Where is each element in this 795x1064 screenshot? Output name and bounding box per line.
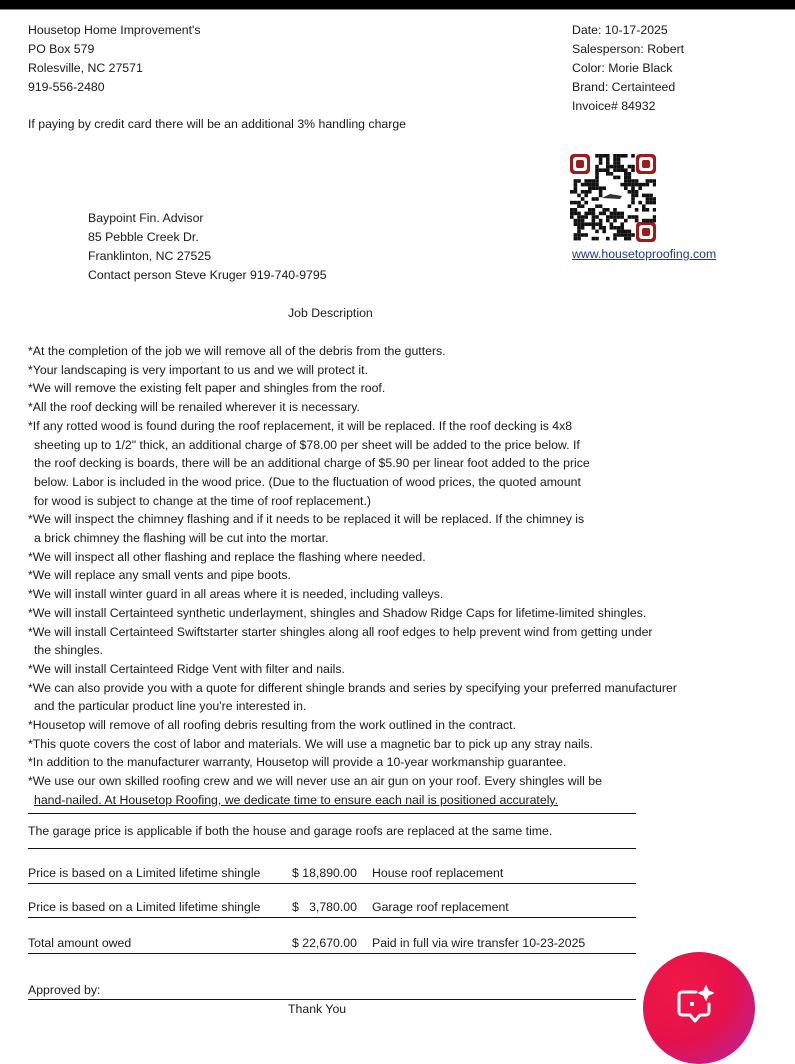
qr-module [595, 197, 599, 201]
qr-module [613, 219, 617, 223]
qr-module [599, 212, 603, 216]
qr-module [584, 215, 588, 219]
qr-module [624, 233, 628, 237]
job-item-text: *We will install winter guard in all areas where it is needed, including valleys. [28, 587, 444, 602]
qr-module [599, 204, 603, 208]
qr-module [581, 197, 585, 201]
qr-module [631, 168, 635, 172]
qr-module [620, 222, 624, 226]
qr-module [574, 183, 578, 187]
invoice-date: Date: 10-17-2025 [572, 23, 668, 37]
qr-module [570, 201, 574, 205]
qr-module [577, 179, 581, 183]
brand: Brand: Certainteed [572, 80, 676, 94]
qr-module [577, 204, 581, 208]
job-item [28, 566, 677, 585]
qr-module [624, 237, 628, 241]
qr-module [620, 183, 624, 187]
qr-module [624, 183, 628, 187]
qr-module [624, 172, 628, 176]
qr-module [646, 179, 650, 183]
qr-module [624, 219, 628, 223]
qr-module [610, 226, 614, 230]
qr-module [577, 219, 581, 223]
website-link[interactable]: www.housetoproofing.com [572, 247, 717, 261]
qr-module [646, 201, 650, 205]
qr-module [642, 208, 646, 212]
qr-module [595, 154, 599, 158]
qr-module [610, 215, 614, 219]
qr-module [628, 204, 632, 208]
qr-module [646, 183, 650, 187]
qr-module [588, 183, 592, 187]
qr-module [635, 208, 639, 212]
top-bar [0, 0, 795, 10]
qr-module [599, 194, 603, 198]
qr-module [595, 172, 599, 176]
qr-module [592, 219, 596, 223]
job-item [28, 716, 677, 735]
qr-module [617, 226, 621, 230]
qr-module [581, 233, 585, 237]
qr-module [581, 190, 585, 194]
qr-module [574, 237, 578, 241]
company-address-line2: Rolesville, NC 27571 [28, 61, 143, 75]
qr-module [595, 183, 599, 187]
job-item-text: *This quote covers the cost of labor and materials. We will use a magnetic bar to pick up any stray nails. [28, 736, 594, 751]
qr-module [649, 197, 653, 201]
job-item-text: *We will inspect the chimney flashing and if it needs to be replaced it will be replaced. If the chimney is [28, 512, 585, 527]
qr-module [617, 212, 621, 216]
price-amount: $ 18,890.00 [292, 866, 357, 880]
qr-module [592, 179, 596, 183]
job-item [28, 772, 677, 809]
qr-module [613, 168, 617, 172]
qr-module [624, 154, 628, 158]
qr-module [581, 219, 585, 223]
qr-module [617, 176, 621, 180]
job-item-text: *If any rotted wood is found during the roof replacement, it will be replaced. If the roof decking is 4x8 [28, 418, 573, 433]
qr-module [577, 194, 581, 198]
job-item-text: *At the completion of the job we will remove all of the debris from the gutters. [28, 344, 446, 358]
qr-module [642, 204, 646, 208]
job-item-text: *Housetop will remove of all roofing debris resulting from the work outlined in the contract. [28, 718, 517, 733]
qr-module [602, 212, 606, 216]
client-contact: Contact person Steve Kruger 919-740-9795 [88, 268, 327, 282]
job-item-text: *We use our own skilled roofing crew and we will never use an air gun on your roof. Every shingles will be [28, 774, 602, 789]
qr-module [620, 212, 624, 216]
qr-module [599, 190, 603, 194]
qr-module [620, 215, 624, 219]
job-item-text: *We will inspect all other flashing and replace the flashing where needed. [28, 549, 426, 564]
job-item-text: *We will replace any small vents and pipe boots. [28, 568, 291, 583]
qr-module [653, 179, 656, 183]
qr-module [610, 212, 614, 216]
qr-module [617, 158, 621, 162]
qr-module [584, 201, 588, 205]
ai-assistant-button[interactable] [643, 952, 755, 1064]
job-item-text: *Your landscaping is very important to us and we will protect it. [28, 362, 368, 377]
job-item-text: *In addition to the manufacturer warranty, Housetop will provide a 10-year workmanship guarantee. [28, 755, 567, 770]
qr-module [574, 186, 578, 190]
qr-module [595, 222, 599, 226]
qr-module [599, 186, 603, 190]
qr-module [631, 179, 635, 183]
qr-module [613, 215, 617, 219]
divider [28, 917, 636, 918]
qr-module [653, 197, 656, 201]
qr-module [646, 219, 650, 223]
qr-module [653, 219, 656, 223]
qr-module [588, 186, 592, 190]
qr-module [574, 201, 578, 205]
qr-module [628, 172, 632, 176]
qr-module [628, 233, 632, 237]
qr-module [595, 204, 599, 208]
qr-module [577, 212, 581, 216]
qr-module [570, 215, 574, 219]
job-item-continuation: sheeting up to 1/2" thick, an additional charge of $78.00 per sheet will be added to the price below. If [34, 437, 580, 452]
price-label: Price is based on a Limited lifetime shingle [28, 900, 261, 914]
qr-module [613, 237, 617, 241]
qr-module [631, 165, 635, 169]
salesperson: Salesperson: Robert [572, 42, 685, 56]
qr-module [613, 158, 617, 162]
qr-module [642, 219, 646, 223]
qr-module [631, 183, 635, 187]
job-item [28, 753, 677, 772]
qr-module [606, 165, 610, 169]
qr-logo [602, 194, 622, 199]
job-item-text: *We will remove the existing felt paper and shingles from the roof. [28, 381, 386, 396]
qr-module [646, 194, 650, 198]
qr-module [606, 237, 610, 241]
qr-module [606, 158, 610, 162]
qr-module [628, 183, 632, 187]
qr-module [599, 158, 603, 162]
job-item [28, 623, 677, 660]
job-item [28, 585, 677, 604]
qr-module [595, 215, 599, 219]
qr-module [620, 165, 624, 169]
qr-module [606, 168, 610, 172]
job-item [28, 679, 677, 716]
qr-module [628, 179, 632, 183]
qr-module [592, 186, 596, 190]
qr-module [602, 226, 606, 230]
qr-module [577, 222, 581, 226]
qr-module [581, 222, 585, 226]
qr-module [613, 208, 617, 212]
price-amount: $ 3,780.00 [292, 900, 357, 914]
job-item-continuation: the shingles. [34, 643, 104, 658]
job-item-continuation: hand-nailed. At Housetop Roofing, we dedicate time to ensure each nail is positioned accurately. [34, 792, 559, 807]
price-label: Price is based on a Limited lifetime shingle [28, 866, 261, 880]
qr-module [613, 165, 617, 169]
qr-module [577, 237, 581, 241]
job-item-continuation: the roof decking is boards, there will be an additional charge of $5.90 per linear foot added to the price [34, 456, 590, 471]
qr-module [620, 154, 624, 158]
qr-module [635, 219, 639, 223]
qr-module [617, 165, 621, 169]
qr-module [574, 190, 578, 194]
qr-module [606, 215, 610, 219]
qr-module [588, 208, 592, 212]
qr-module [602, 208, 606, 212]
divider [28, 883, 636, 884]
job-item [28, 510, 677, 547]
ai-chat-sparkle-icon [676, 984, 722, 1030]
job-item [28, 548, 677, 567]
qr-module [602, 230, 606, 234]
qr-module [602, 154, 606, 158]
qr-module [574, 219, 578, 223]
client-name: Baypoint Fin. Advisor [88, 211, 204, 225]
qr-module [649, 201, 653, 205]
company-address-line1: PO Box 579 [28, 42, 95, 56]
qr-module [606, 219, 610, 223]
thank-you: Thank You [288, 1002, 347, 1016]
company-info [28, 21, 201, 97]
qr-module [631, 190, 635, 194]
qr-module [635, 194, 639, 198]
qr-module [613, 233, 617, 237]
qr-module [646, 208, 650, 212]
qr-module [606, 161, 610, 165]
qr-module [599, 222, 603, 226]
invoice-number: Invoice# 84932 [572, 99, 656, 113]
qr-module [631, 201, 635, 205]
qr-module [610, 172, 614, 176]
qr-module [613, 161, 617, 165]
total-label: Total amount owed [28, 936, 132, 950]
qr-module [617, 215, 621, 219]
company-name: Housetop Home Improvement's [28, 23, 201, 37]
qr-module [617, 233, 621, 237]
qr-module [610, 165, 614, 169]
qr-module [628, 165, 632, 169]
job-item-text: *We can also provide you with a quote for different shingle brands and series by specifying your preferred manufacturer [28, 680, 677, 695]
qr-module [624, 230, 628, 234]
job-description-list [28, 342, 677, 810]
qr-module [588, 179, 592, 183]
qr-module [649, 194, 653, 198]
qr-module [649, 219, 653, 223]
job-item-continuation: a brick chimney the flashing will be cut into the mortar. [34, 531, 329, 546]
qr-module [588, 212, 592, 216]
qr-module [653, 201, 656, 205]
qr-module [624, 179, 628, 183]
job-item-continuation: and the particular product line you're interested in. [34, 699, 307, 714]
qr-module [592, 208, 596, 212]
qr-module [595, 230, 599, 234]
qr-module [620, 230, 624, 234]
job-item-text: *All the roof decking will be renailed wherever it is necessary. [28, 400, 360, 415]
qr-module [592, 222, 596, 226]
qr-module [635, 183, 639, 187]
qr-module [606, 172, 610, 176]
qr-module [628, 176, 632, 180]
qr-module [613, 176, 617, 180]
job-item [28, 398, 677, 417]
qr-module [617, 168, 621, 172]
client-address-line1: 85 Pebble Creek Dr. [88, 230, 199, 244]
qr-module [599, 219, 603, 223]
qr-module [584, 233, 588, 237]
client-info [88, 209, 327, 285]
qr-module [570, 212, 574, 216]
qr-module [599, 226, 603, 230]
qr-module [606, 208, 610, 212]
qr-module [574, 212, 578, 216]
price-description: Garage roof replacement [372, 900, 509, 914]
qr-module [610, 222, 614, 226]
qr-module [642, 194, 646, 198]
qr-module [588, 190, 592, 194]
qr-module [620, 226, 624, 230]
job-item [28, 735, 677, 754]
company-phone: 919-556-2480 [28, 80, 105, 94]
qr-module [628, 230, 632, 234]
qr-module [620, 233, 624, 237]
qr-module [577, 226, 581, 230]
qr-module [584, 194, 588, 198]
qr-module [602, 186, 606, 190]
client-address-line2: Franklinton, NC 27525 [88, 249, 212, 263]
job-item [28, 361, 677, 380]
qr-module [606, 154, 610, 158]
qr-module [631, 154, 635, 158]
job-item-continuation: for wood is subject to change at the time of roof replacement.) [34, 493, 371, 508]
qr-module [631, 194, 635, 198]
qr-module [592, 197, 596, 201]
qr-module [631, 215, 635, 219]
qr-module [595, 176, 599, 180]
job-item [28, 660, 677, 679]
qr-module [649, 179, 653, 183]
qr-module [624, 186, 628, 190]
qr-module [602, 168, 606, 172]
divider [28, 953, 636, 954]
qr-module [631, 186, 635, 190]
approved-by-label: Approved by: [28, 983, 101, 997]
qr-module [584, 212, 588, 216]
qr-module [595, 237, 599, 241]
qr-module [581, 183, 585, 187]
qr-module [588, 222, 592, 226]
total-amount: $ 22,670.00 [292, 936, 357, 950]
qr-module [635, 215, 639, 219]
job-item-continuation: below. Labor is included in the wood price. (Due to the fluctuation of wood prices, the quoted amount [34, 474, 581, 489]
qr-module [595, 179, 599, 183]
shingle-color: Color: Morie Black [572, 61, 673, 75]
qr-module [617, 230, 621, 234]
qr-module [613, 212, 617, 216]
qr-module [599, 168, 603, 172]
qr-module [624, 168, 628, 172]
qr-module [581, 226, 585, 230]
qr-module [574, 208, 578, 212]
qr-module [624, 176, 628, 180]
job-item [28, 604, 677, 623]
qr-module [628, 190, 632, 194]
job-description-title: Job Description [288, 306, 373, 320]
qr-module [574, 222, 578, 226]
qr-module [570, 190, 574, 194]
qr-module [592, 215, 596, 219]
divider [28, 848, 636, 849]
qr-module [620, 168, 624, 172]
qr-module [581, 215, 585, 219]
qr-module [577, 215, 581, 219]
qr-module [577, 201, 581, 205]
qr-module [631, 197, 635, 201]
qr-module [599, 161, 603, 165]
qr-module [631, 233, 635, 237]
job-item-text: *We will install Certainteed Swiftstarter starter shingles along all roof edges to help prevent wind from getting under [28, 624, 653, 639]
qr-module [653, 215, 656, 219]
qr-module [584, 222, 588, 226]
job-item-text: *We will install Certainteed Ridge Vent with filter and nails. [28, 661, 345, 676]
qr-module [638, 186, 642, 190]
qr-module [617, 161, 621, 165]
job-item [28, 379, 677, 398]
credit-card-note: If paying by credit card there will be an additional 3% handling charge [28, 117, 407, 131]
qr-module [574, 179, 578, 183]
qr-module [592, 212, 596, 216]
qr-module [577, 233, 581, 237]
qr-module [628, 215, 632, 219]
qr-module [638, 201, 642, 205]
qr-code-icon [570, 154, 656, 242]
qr-module [574, 233, 578, 237]
qr-module [592, 183, 596, 187]
qr-module [617, 154, 621, 158]
qr-module [570, 208, 574, 212]
qr-module [599, 154, 603, 158]
price-description: House roof replacement [372, 866, 504, 880]
qr-module [653, 183, 656, 187]
qr-module [628, 237, 632, 241]
payment-status: Paid in full via wire transfer 10-23-2025 [372, 936, 586, 950]
qr-module [613, 226, 617, 230]
qr-module [595, 168, 599, 172]
qr-module [592, 237, 596, 241]
invoice-meta [572, 21, 684, 116]
qr-module [653, 208, 656, 212]
qr-module [595, 165, 599, 169]
qr-module [635, 190, 639, 194]
job-item [28, 417, 677, 511]
qr-module [595, 186, 599, 190]
qr-module [638, 183, 642, 187]
qr-module [581, 204, 585, 208]
divider [28, 813, 636, 814]
qr-module [642, 183, 646, 187]
garage-note-text: The garage price is applicable if both the house and garage roofs are replaced at the same time. [28, 824, 553, 838]
qr-module [592, 226, 596, 230]
job-item [28, 342, 677, 361]
qr-module [635, 179, 639, 183]
qr-module [584, 183, 588, 187]
qr-module [584, 179, 588, 183]
qr-module [577, 230, 581, 234]
qr-module [613, 154, 617, 158]
qr-module [584, 190, 588, 194]
job-item-text: *We will install Certainteed synthetic underlayment, shingles and Shadow Ridge Caps for lifetime-limited shingles. [28, 605, 647, 620]
qr-module [646, 197, 650, 201]
